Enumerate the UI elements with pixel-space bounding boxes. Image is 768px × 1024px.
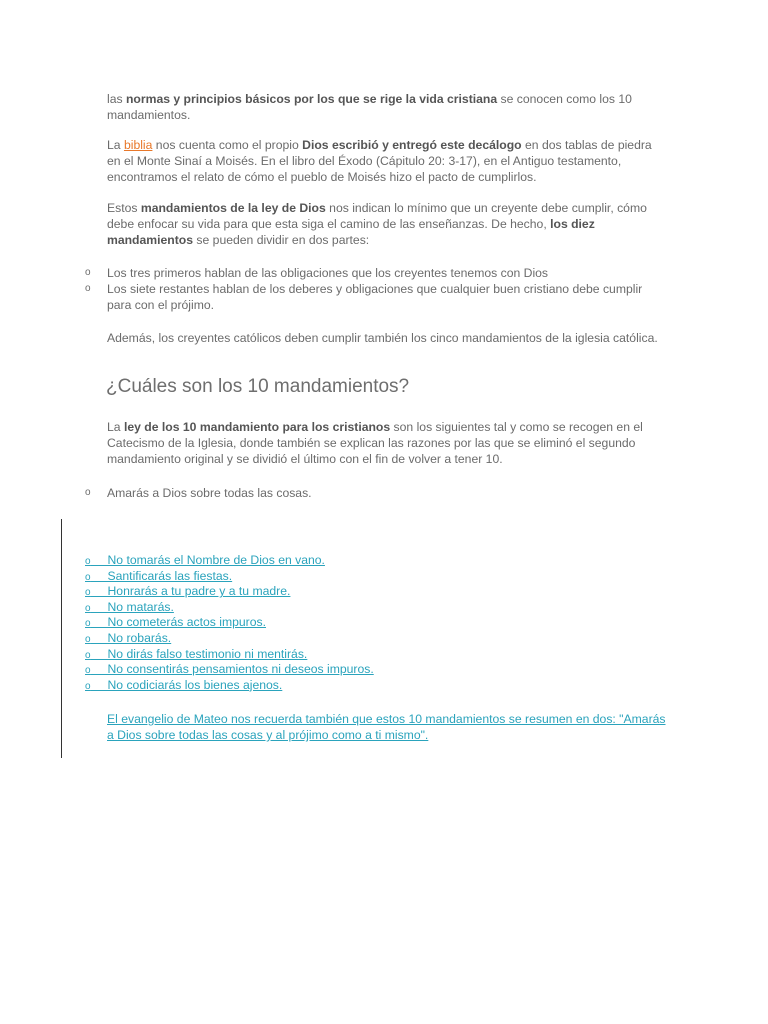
commandment-text: Honrarás a tu padre y a tu madre. xyxy=(107,584,291,599)
text: se pueden dividir en dos partes: xyxy=(193,233,370,247)
list-item-text: Amarás a Dios sobre todas las cosas. xyxy=(107,486,312,500)
commandment-link[interactable] xyxy=(85,631,485,647)
paragraph-ley-10 xyxy=(107,419,662,467)
commandment-link[interactable] xyxy=(85,662,485,678)
list-item-text: Los tres primeros hablan de las obligaciones que los creyentes tenemos con Dios xyxy=(107,266,549,280)
text: La xyxy=(107,420,124,434)
commandment-link[interactable] xyxy=(85,569,485,585)
bold-text: ley de los 10 mandamiento para los cristianos xyxy=(123,420,391,434)
commandment-link[interactable] xyxy=(85,553,485,569)
bullet-icon: o xyxy=(85,487,91,498)
paragraph-ley-de-dios xyxy=(107,200,662,248)
commandment-text: No robarás. xyxy=(107,630,172,645)
text: Estos xyxy=(107,201,141,215)
commandment-link[interactable] xyxy=(85,584,485,600)
bullet-icon: o xyxy=(85,556,91,567)
bullet-icon: o xyxy=(85,618,91,630)
bullet-icon: o xyxy=(85,680,91,692)
paragraph-biblia xyxy=(107,137,662,185)
commandment-text: No codiciarás los bienes ajenos. xyxy=(107,677,283,692)
text: las xyxy=(107,92,126,106)
text: en dos tablas de piedra en el Monte Sinaí a Moisés. En el libro del Éxodo (Cápitulo 20: 3-17), en el Antiguo testamento, encontramos el relato de cómo el pueblo de Moisés hizo el pacto de cumplirlos. xyxy=(107,138,652,184)
closing-link-paragraph[interactable]: El evangelio de Mateo nos recuerda también que estos 10 mandamientos se resumen en dos: "Amarás a Dios sobre todas las cosas y al prójimo como a ti mismo". xyxy=(107,712,666,742)
biblia-link[interactable]: biblia xyxy=(123,138,153,152)
commandment-link[interactable] xyxy=(85,615,485,631)
commandment-text: No cometerás actos impuros. xyxy=(107,615,266,630)
commandment-text: No matarás. xyxy=(107,599,174,614)
bold-text: los diez mandamientos xyxy=(107,217,595,247)
paragraph-catolicos xyxy=(107,330,662,346)
bold-text: mandamientos de la ley de Dios xyxy=(140,201,326,215)
text: La xyxy=(107,138,124,152)
text: se conocen como los 10 mandamientos. xyxy=(107,92,632,122)
commandment-link[interactable] xyxy=(85,678,485,694)
paragraph-intro xyxy=(107,91,662,123)
commandment-link[interactable] xyxy=(85,600,485,616)
bold-text: Dios escribió y entregó este decálogo xyxy=(302,138,522,152)
text: son los siguientes tal y como se recogen en el Catecismo de la Iglesia, donde también se explican las razones por las que se eliminó el segundo mandamiento original y se dividió el último con el fin de volver a tener 10. xyxy=(107,420,643,466)
bullet-icon: o xyxy=(85,633,91,645)
bullet-icon: o xyxy=(85,649,91,661)
bullet-icon: o xyxy=(85,587,91,599)
section-heading: ¿Cuáles son los 10 mandamientos? xyxy=(106,376,410,397)
commandment-text: No consentirás pensamientos ni deseos impuros. xyxy=(107,662,374,677)
bold-text: normas y principios básicos por los que se rige la vida cristiana xyxy=(125,92,498,106)
commandment-text: No tomarás el Nombre de Dios en vano. xyxy=(107,553,325,567)
bullet-icon: o xyxy=(85,267,91,278)
bullet-icon: o xyxy=(85,665,91,677)
vertical-divider xyxy=(61,519,62,758)
text: nos indican lo mínimo que un creyente debe cumplir, cómo debe enfocar su vida para que esta siga el camino de las enseñanzas. De hecho, xyxy=(107,201,647,231)
commandment-link[interactable] xyxy=(85,647,485,663)
bullet-icon: o xyxy=(85,283,91,294)
commandments-link-list xyxy=(85,553,485,693)
text: Además, los creyentes católicos deben cumplir también los cinco mandamientos de la iglesia católica. xyxy=(107,331,658,345)
text: nos cuenta como el propio xyxy=(152,138,303,152)
commandment-text: No dirás falso testimonio ni mentirás. xyxy=(107,646,308,661)
list-item-text: Los siete restantes hablan de los deberes y obligaciones que cualquier buen cristiano debe cumplir para con el prójimo. xyxy=(107,282,643,312)
bullet-icon: o xyxy=(85,602,91,614)
commandment-text: Santificarás las fiestas. xyxy=(107,568,233,583)
bullet-icon: o xyxy=(85,571,91,583)
